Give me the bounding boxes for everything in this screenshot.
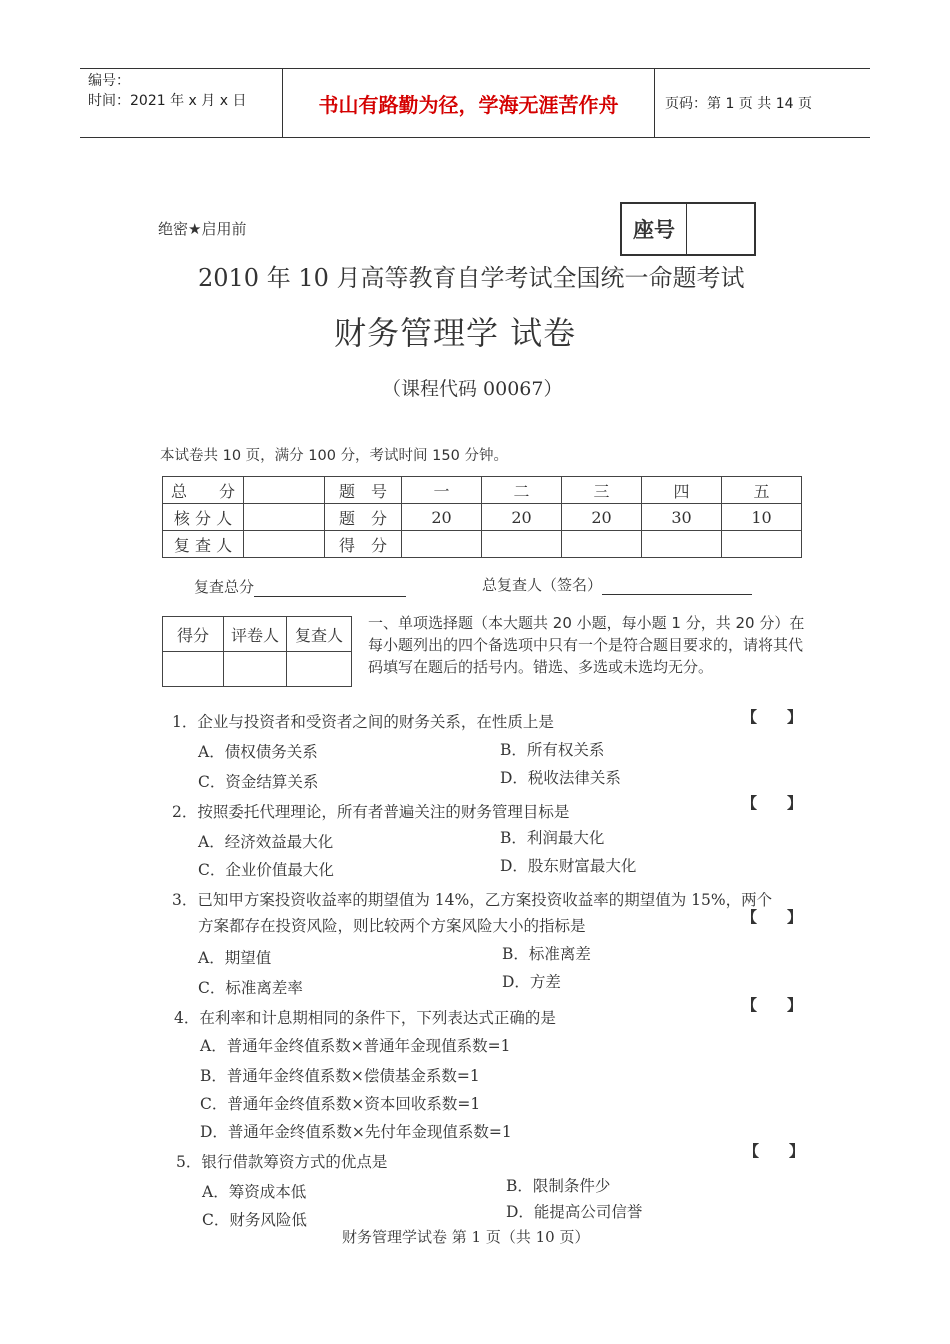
table-row bbox=[163, 477, 802, 504]
review-total-line bbox=[254, 582, 406, 597]
seat-label: 座号 bbox=[622, 204, 687, 254]
blank-cell bbox=[224, 652, 287, 687]
question-stem: 1．企业与投资者和受资者之间的财务关系，在性质上是 bbox=[172, 713, 554, 731]
question-score: 20 bbox=[562, 504, 642, 531]
seat-blank bbox=[687, 204, 754, 254]
row-label: 核 分 人 bbox=[163, 504, 244, 531]
question-number: 三 bbox=[562, 477, 642, 504]
option: C．企业价值最大化 bbox=[198, 861, 334, 879]
option: C．资金结算关系 bbox=[198, 773, 319, 791]
option: D．能提高公司信誉 bbox=[506, 1203, 643, 1221]
option: D．普通年金终值系数×先付年金现值系数=1 bbox=[200, 1123, 512, 1141]
question-stem-continued: 方案都存在投资风险，则比较两个方案风险大小的指标是 bbox=[198, 917, 586, 935]
header-motto: 书山有路勤为径，学海无涯苦作舟 bbox=[282, 69, 655, 137]
review-total bbox=[194, 576, 406, 597]
option: B．利润最大化 bbox=[500, 829, 605, 847]
grader-header: 得分 bbox=[163, 617, 224, 652]
option: C．标准离差率 bbox=[198, 979, 303, 997]
question-stem: 4．在利率和计息期相同的条件下，下列表达式正确的是 bbox=[174, 1009, 556, 1027]
exam-page bbox=[120, 150, 840, 1270]
blank-cell bbox=[482, 531, 562, 558]
answer-bracket: 【 】 bbox=[742, 996, 803, 1014]
mid-label: 得 分 bbox=[325, 531, 402, 558]
exam-intro: 本试卷共 10 页，满分 100 分，考试时间 150 分钟。 bbox=[160, 448, 508, 464]
option: B．标准离差 bbox=[502, 945, 591, 963]
answer-bracket: 【 】 bbox=[742, 708, 803, 726]
table-row bbox=[163, 531, 802, 558]
page-footer: 财务管理学试卷 第 1 页（共 10 页） bbox=[342, 1228, 590, 1246]
blank-cell bbox=[163, 652, 224, 687]
option: D．税收法律关系 bbox=[500, 769, 621, 787]
number-label: 编号： bbox=[88, 73, 130, 89]
blank-cell bbox=[562, 531, 642, 558]
question-score: 20 bbox=[482, 504, 562, 531]
grader-header: 评卷人 bbox=[224, 617, 287, 652]
answer-bracket: 【 】 bbox=[742, 908, 803, 926]
blank-cell bbox=[287, 652, 352, 687]
review-total-label: 复查总分 bbox=[194, 578, 255, 596]
question-number: 一 bbox=[402, 477, 482, 504]
option: C．普通年金终值系数×资本回收系数=1 bbox=[200, 1095, 481, 1113]
question-score: 20 bbox=[402, 504, 482, 531]
row-label: 复 查 人 bbox=[163, 531, 244, 558]
mid-label: 题 号 bbox=[325, 477, 402, 504]
header-meta bbox=[80, 69, 282, 137]
exam-title: 2010 年 10 月高等教育自学考试全国统一命题考试 bbox=[198, 264, 745, 292]
option: D．方差 bbox=[502, 973, 561, 991]
blank-cell bbox=[244, 504, 325, 531]
score-table bbox=[162, 476, 802, 558]
blank-cell bbox=[642, 531, 722, 558]
option: A．债权债务关系 bbox=[198, 743, 318, 761]
course-code: （课程代码 00067） bbox=[382, 378, 563, 400]
grader-header: 复查人 bbox=[287, 617, 352, 652]
question-stem: 2．按照委托代理理论，所有者普遍关注的财务管理目标是 bbox=[172, 803, 570, 821]
blank-cell bbox=[402, 531, 482, 558]
table-row bbox=[163, 617, 352, 652]
question-stem: 5．银行借款筹资方式的优点是 bbox=[176, 1153, 388, 1171]
grader-table bbox=[162, 616, 352, 687]
header-page-info: 页码：第 1 页 共 14 页 bbox=[665, 96, 812, 112]
option: B．限制条件少 bbox=[506, 1177, 611, 1195]
blank-cell bbox=[722, 531, 802, 558]
chief-reviewer-label: 总复查人（签名） bbox=[482, 576, 603, 594]
subject-title: 财务管理学 试卷 bbox=[334, 314, 577, 352]
option: B．所有权关系 bbox=[500, 741, 605, 759]
chief-reviewer bbox=[482, 574, 752, 595]
document-header bbox=[80, 68, 870, 138]
question-score: 10 bbox=[722, 504, 802, 531]
option: A．筹资成本低 bbox=[202, 1183, 307, 1201]
seat-number-box bbox=[620, 202, 756, 256]
time-label: 时间：2021 年 x 月 x 日 bbox=[88, 93, 247, 109]
question-number: 二 bbox=[482, 477, 562, 504]
option: A．经济效益最大化 bbox=[198, 833, 334, 851]
blank-cell bbox=[244, 531, 325, 558]
option: C．财务风险低 bbox=[202, 1211, 307, 1229]
answer-bracket: 【 】 bbox=[742, 794, 803, 812]
option: D．股东财富最大化 bbox=[500, 857, 637, 875]
question-number: 五 bbox=[722, 477, 802, 504]
blank-cell bbox=[244, 477, 325, 504]
confidential-label: 绝密★启用前 bbox=[158, 220, 247, 238]
option: A．普通年金终值系数×普通年金现值系数=1 bbox=[200, 1037, 511, 1055]
section-heading: 一、单项选择题（本大题共 20 小题，每小题 1 分，共 20 分）在每小题列出的四个备选项中只有一个是符合题目要求的，请将其代码填写在题后的括号内。错选、多选或未选均无分。 bbox=[368, 614, 805, 676]
option: A．期望值 bbox=[198, 949, 272, 967]
question-number: 四 bbox=[642, 477, 722, 504]
row-label: 总 分 bbox=[163, 477, 244, 504]
question-score: 30 bbox=[642, 504, 722, 531]
mid-label: 题 分 bbox=[325, 504, 402, 531]
answer-bracket: 【 】 bbox=[744, 1142, 805, 1160]
question-stem: 3．已知甲方案投资收益率的期望值为 14%，乙方案投资收益率的期望值为 15%，两个 bbox=[172, 891, 773, 909]
option: B．普通年金终值系数×偿债基金系数=1 bbox=[200, 1067, 480, 1085]
table-row bbox=[163, 504, 802, 531]
table-row bbox=[163, 652, 352, 687]
chief-reviewer-line bbox=[602, 580, 752, 595]
